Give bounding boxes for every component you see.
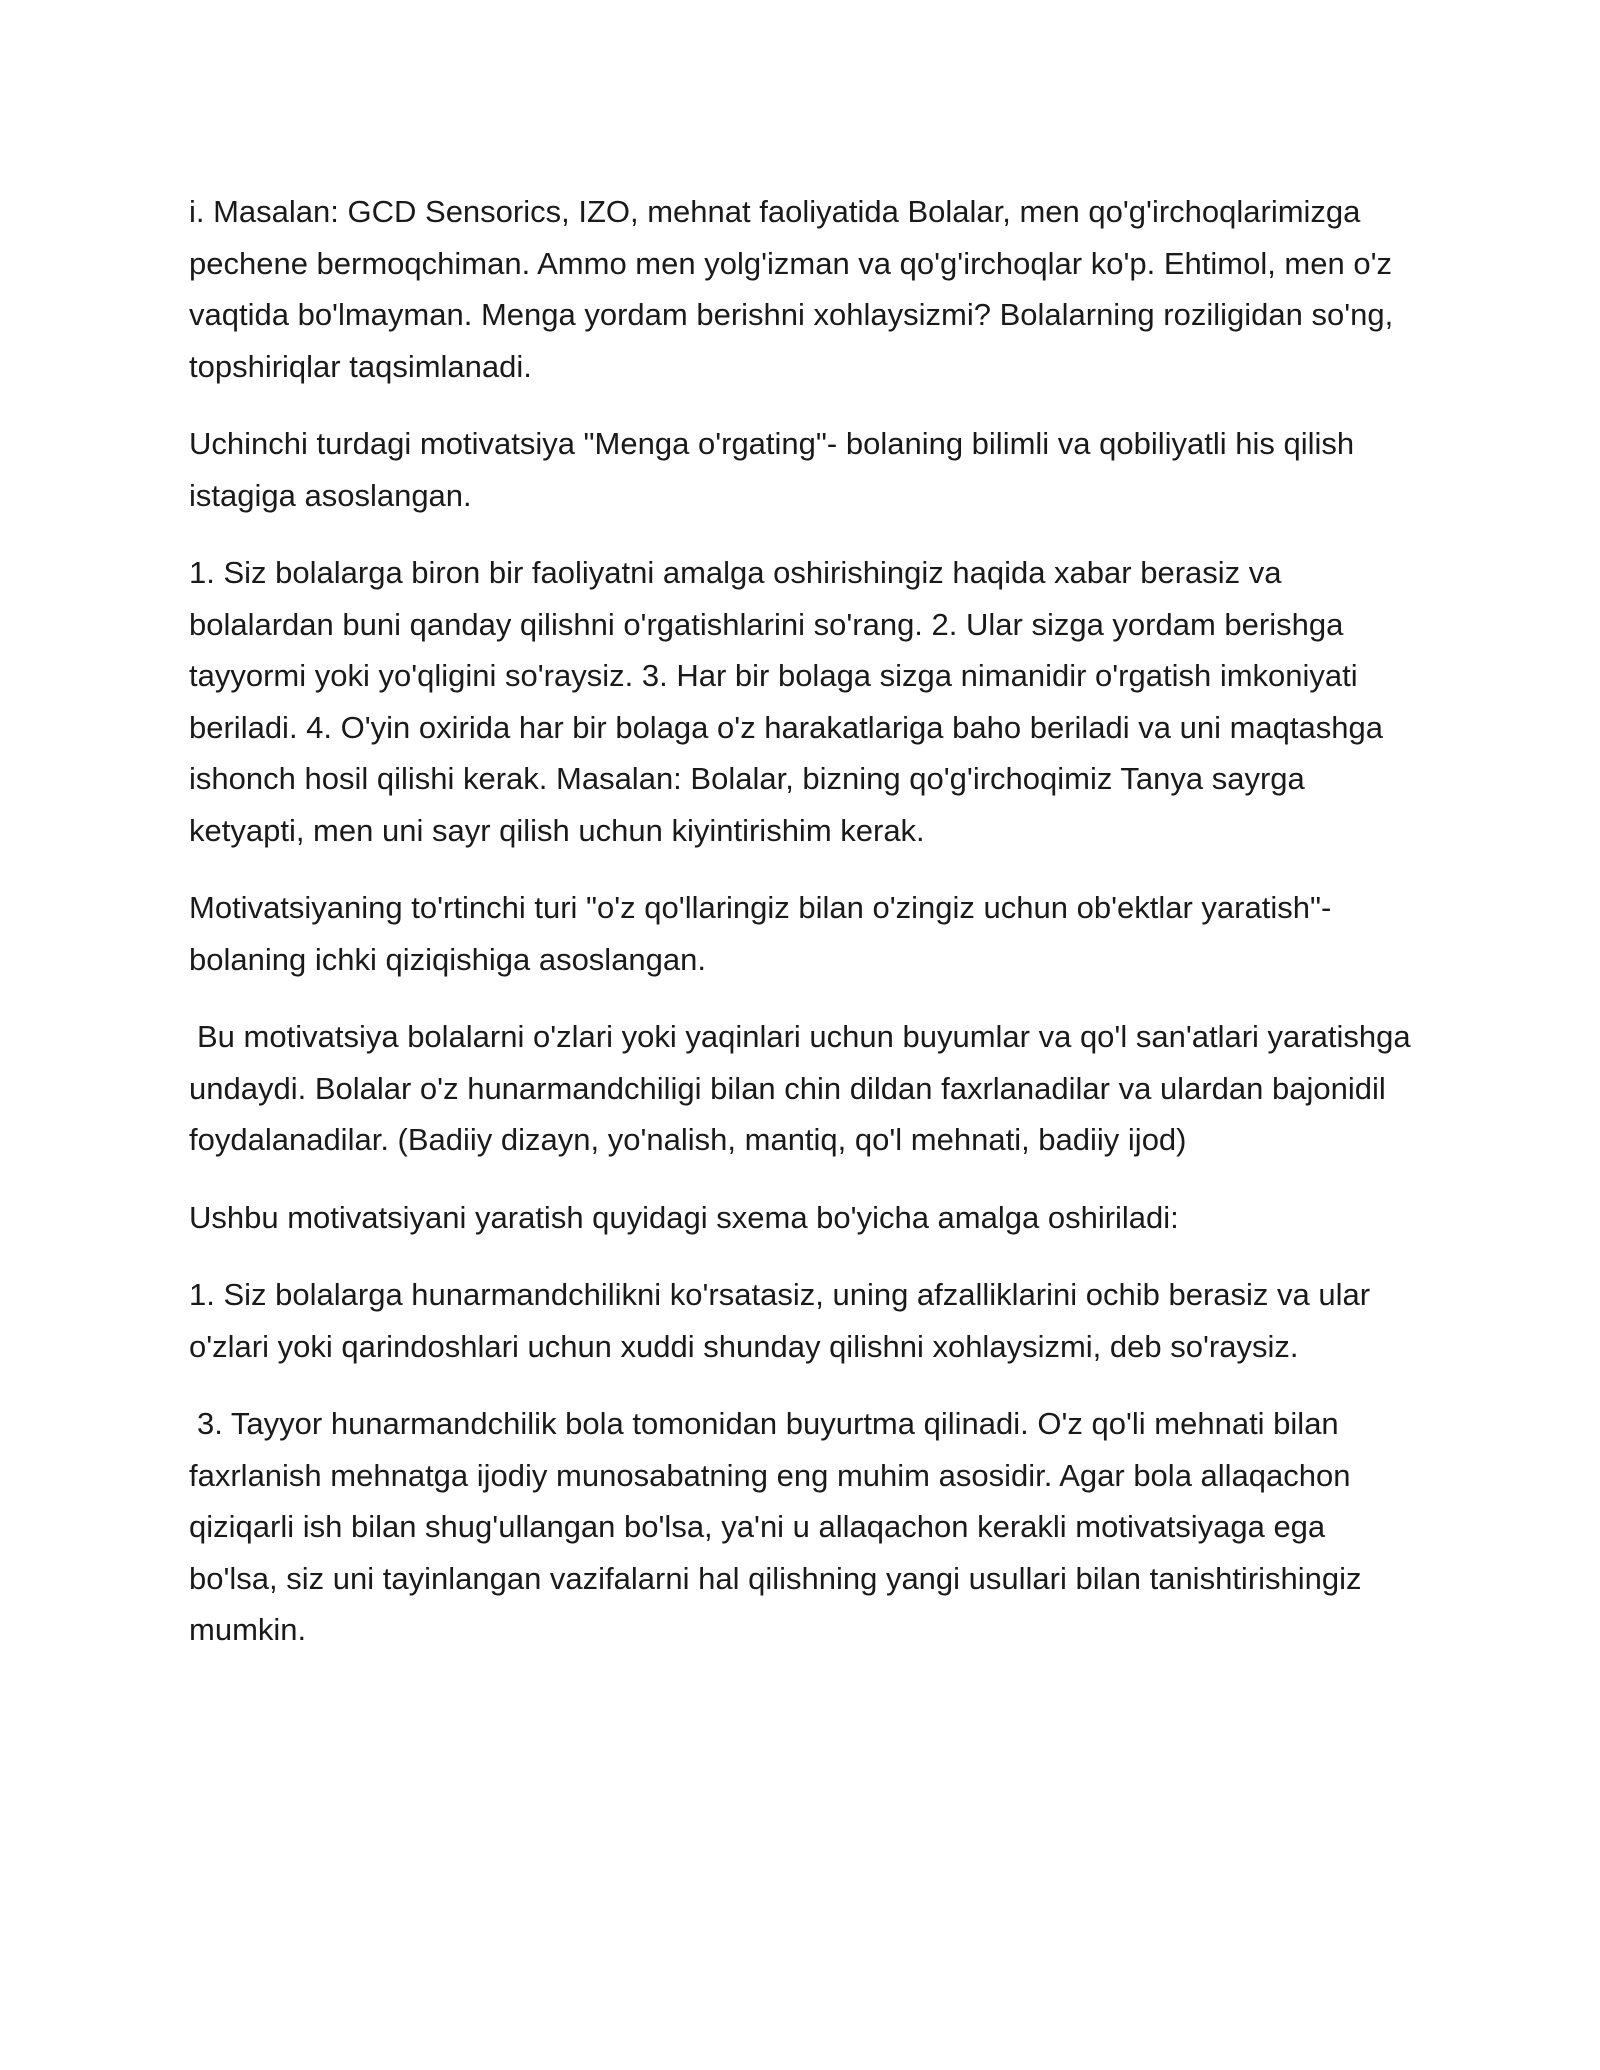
paragraph-fourth-motivation: Motivatsiyaning to'rtinchi turi "o'z qo'llaringiz bilan o'zingiz uchun ob'ektlar yaratish"- bolaning ichki qiziqishiga asoslangan. [189,890,1332,977]
paragraph-teach-steps: 1. Siz bolalarga biron bir faoliyatni amalga oshirishingiz haqida xabar berasiz va bolalardan buni qanday qilishni o'rgatishlarini so'rang. 2. Ular sizga yordam berishga tayyormi yoki yo'qligini so'raysiz. 3. Har bir bolaga sizga nimanidir o'rgatish imkoniyati beriladi. 4. O'yin oxirida har bir bolaga o'z harakatlariga baho beriladi va uni maqtashga ishonch hosil qilishi kerak. Masalan: Bolalar, bizning qo'g'irchoqimiz Tanya sayrga ketyapti, men uni sayr qilish uchun kiyintirishim kerak. [189,555,1383,848]
paragraph-third-motivation: Uchinchi turdagi motivatsiya "Menga o'rgating"- bolaning bilimli va qobiliyatli his qilish istagiga asoslangan. [189,426,1355,513]
paragraph-scheme-step-3: 3. Tayyor hunarmandchilik bola tomonidan buyurtma qilinadi. O'z qo'li mehnati bilan faxrlanish mehnatga ijodiy munosabatning eng muhim asosidir. Agar bola allaqachon qiziqarli ish bilan shug'ullangan bo'lsa, ya'ni u allaqachon kerakli motivatsiyaga ega bo'lsa, siz uni tayinlangan vazifalarni hal qilishning yangi usullari bilan tanishtirishingiz mumkin. [189,1406,1362,1647]
paragraph-scheme-intro: Ushbu motivatsiyani yaratish quyidagi sxema bo'yicha amalga oshiriladi: [189,1199,1179,1235]
document-body [189,186,1419,1682]
paragraph-example-dolls: i. Masalan: GCD Sensorics, IZO, mehnat faoliyatida Bolalar, men qo'g'irchoqlarimizga pechene bermoqchiman. Ammo men yolg'izman va qo'g'irchoqlar ko'p. Ehtimol, men o'z vaqtida bo'lmayman. Menga yordam berishni xohlaysizmi? Bolalarning roziligidan so'ng, topshiriqlar taqsimlanadi. [189,194,1394,384]
paragraph-scheme-step-1: 1. Siz bolalarga hunarmandchilikni ko'rsatasiz, uning afzalliklarini ochib berasiz va ular o'zlari yoki qarindoshlari uchun xuddi shunday qilishni xohlaysizmi, deb so'raysiz. [189,1277,1371,1364]
paragraph-crafts-motivation: Bu motivatsiya bolalarni o'zlari yoki yaqinlari uchun buyumlar va qo'l san'atlari yaratishga undaydi. Bolalar o'z hunarmandchiligi bilan chin dildan faxrlanadilar va ulardan bajonidil foydalanadilar. (Badiiy dizayn, yo'nalish, mantiq, qo'l mehnati, badiiy ijod) [189,1019,1411,1157]
